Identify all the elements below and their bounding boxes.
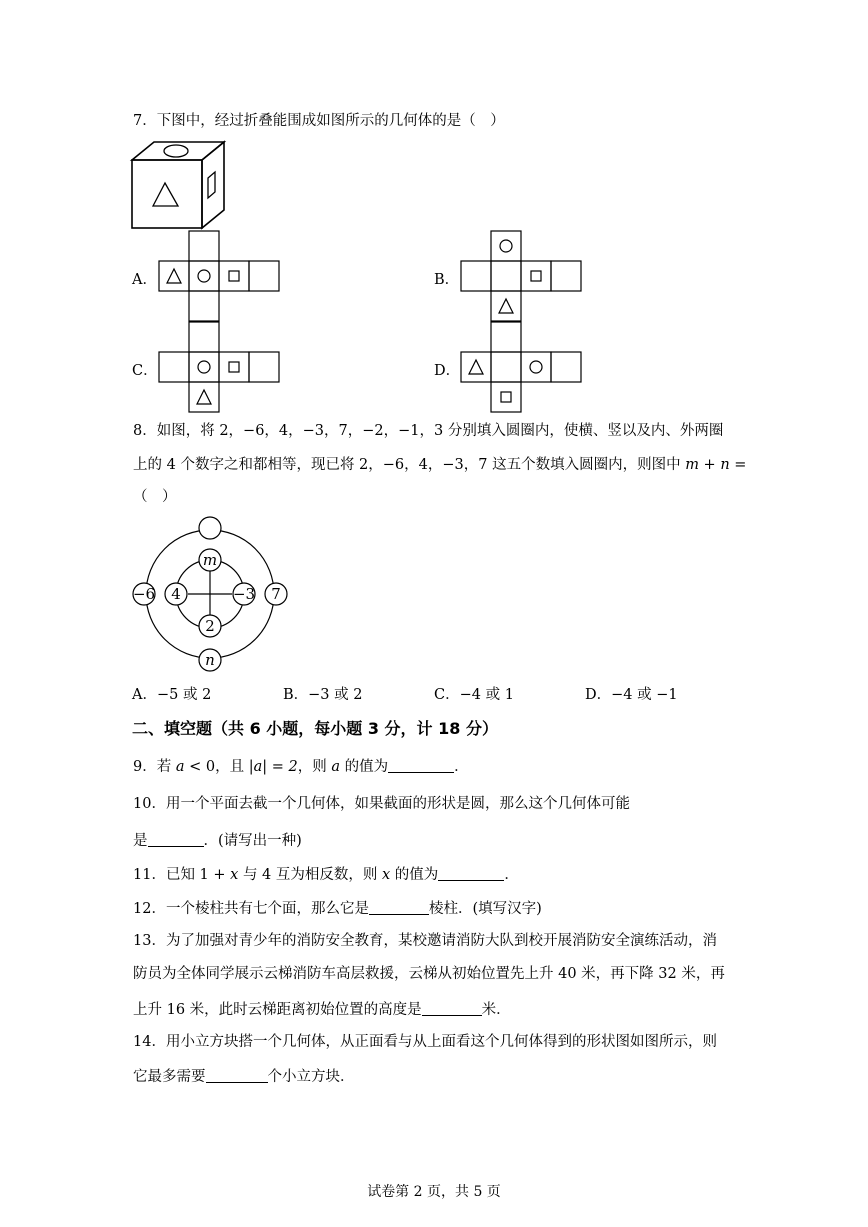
q9-end: ． xyxy=(454,759,469,775)
q9-var-a: a xyxy=(175,759,185,775)
q8-option-d xyxy=(585,683,678,704)
q8-m-label: m xyxy=(202,551,218,569)
q8-option-a-text: −5 或 2 xyxy=(156,687,212,703)
q9-abs: |a| = 2 xyxy=(248,759,298,775)
q8-option-c-label: C． xyxy=(434,687,460,703)
q9 xyxy=(133,758,469,775)
q10-line2 xyxy=(133,832,302,849)
q8-option-b-text: −3 或 2 xyxy=(308,687,363,703)
q14-answer-blank[interactable] xyxy=(206,1068,268,1083)
q14-line2 xyxy=(133,1068,355,1085)
q8-right-inner: −3 xyxy=(232,585,256,603)
q8-option-a-label: A． xyxy=(132,687,157,703)
q8-line2 xyxy=(133,458,746,473)
q9-answer-blank[interactable] xyxy=(388,758,454,773)
q8-option-b-label: B． xyxy=(283,687,309,703)
q8-option-a xyxy=(132,683,211,704)
page-footer: 试卷第 2 页，共 5 页 xyxy=(367,1184,501,1200)
q7-net-b xyxy=(460,230,582,322)
q13-answer-blank[interactable] xyxy=(422,1001,482,1016)
q12-pre: 12．一个棱柱共有七个面，那么它是 xyxy=(133,901,369,917)
q10-post: ．(请写出一种) xyxy=(203,833,302,849)
q13-line3 xyxy=(133,1001,511,1018)
q14-line1: 14．用小立方块搭一个几何体，从正面看与从上面看这个几何体得到的形状图如图所示，则 xyxy=(133,1034,717,1050)
q9-pre: 9．若 xyxy=(133,759,176,775)
q8-option-d-text: −4 或 −1 xyxy=(611,687,678,703)
q8-option-d-label: D． xyxy=(585,687,612,703)
q9-post: 的值为 xyxy=(339,759,389,775)
q8-option-b xyxy=(283,683,362,704)
q7-net-c xyxy=(158,321,280,413)
q11-mid: 与 4 互为相反数，则 xyxy=(238,867,383,883)
q11-var-x: x xyxy=(230,867,239,883)
q12 xyxy=(133,900,542,917)
q8-n-label: n xyxy=(205,651,215,669)
q9-mid2: ，则 xyxy=(297,759,332,775)
q8-bottom-inner: 2 xyxy=(205,617,215,635)
q11-var-x2: x xyxy=(382,867,391,883)
q11-end: ． xyxy=(504,867,519,883)
q13-line3-post: 米． xyxy=(481,1002,511,1018)
q13-line3-pre: 上升 16 米，此时云梯距离初始位置的高度是 xyxy=(133,1002,422,1018)
q8-option-c-text: −4 或 1 xyxy=(459,687,514,703)
q7-option-b-label: B． xyxy=(434,272,460,288)
section-heading: 二、填空题（共 6 小题，每小题 3 分，计 18 分） xyxy=(132,719,498,738)
q12-post: 棱柱．(填写汉字) xyxy=(428,901,542,917)
q8-left-outer: −6 xyxy=(132,585,156,603)
q14-line2-post: 个小立方块． xyxy=(267,1069,355,1085)
q12-answer-blank[interactable] xyxy=(369,900,429,915)
q7-option-c-label: C． xyxy=(132,363,158,379)
q10-pre: 是 xyxy=(133,833,148,849)
q9-var-a2: a xyxy=(331,759,340,775)
q8-line1: 8．如图，将 2，−6，4，−3，7，−2，−1，3 分别填入圆圈内，使横、竖以及内、外两圈 xyxy=(133,423,724,439)
q8-option-c xyxy=(434,683,514,704)
q8-line2-text: 上的 4 个数字之和都相等，现已将 2，−6，4，−3，7 这五个数填入圆圈内，则图中 xyxy=(133,457,686,473)
cube-figure xyxy=(128,140,228,232)
q14-line2-pre: 它最多需要 xyxy=(133,1069,206,1085)
q13-line2: 防员为全体同学展示云梯消防车高层救援，云梯从初始位置先上升 40 米，再下降 32 米，再 xyxy=(133,966,725,982)
q11-post: 的值为 xyxy=(390,867,439,883)
q8-right-outer: 7 xyxy=(271,585,281,603)
q11-pre: 11．已知 1 + xyxy=(133,867,231,883)
q7-net-a xyxy=(158,230,280,322)
q7-net-d xyxy=(460,321,582,413)
q11-answer-blank[interactable] xyxy=(438,866,504,881)
q7-option-d-label: D． xyxy=(434,363,461,379)
q7-stem: 7．下图中，经过折叠能围成如图所示的几何体的是（ ） xyxy=(133,113,505,129)
q8-expr: m + n = xyxy=(685,457,747,473)
q7-option-a-label: A． xyxy=(132,272,157,288)
q8-line3: （ ） xyxy=(133,489,177,505)
q10-answer-blank[interactable] xyxy=(148,832,204,847)
q10-line1: 10．用一个平面去截一个几何体，如果截面的形状是圆，那么这个几何体可能 xyxy=(133,796,630,812)
q9-mid1: < 0，且 xyxy=(184,759,249,775)
q8-circle-diagram xyxy=(130,515,292,673)
q8-left-inner: 4 xyxy=(171,585,181,603)
q13-line1: 13．为了加强对青少年的消防安全教育，某校邀请消防大队到校开展消防安全演练活动，消 xyxy=(133,933,717,949)
q11 xyxy=(133,866,519,883)
